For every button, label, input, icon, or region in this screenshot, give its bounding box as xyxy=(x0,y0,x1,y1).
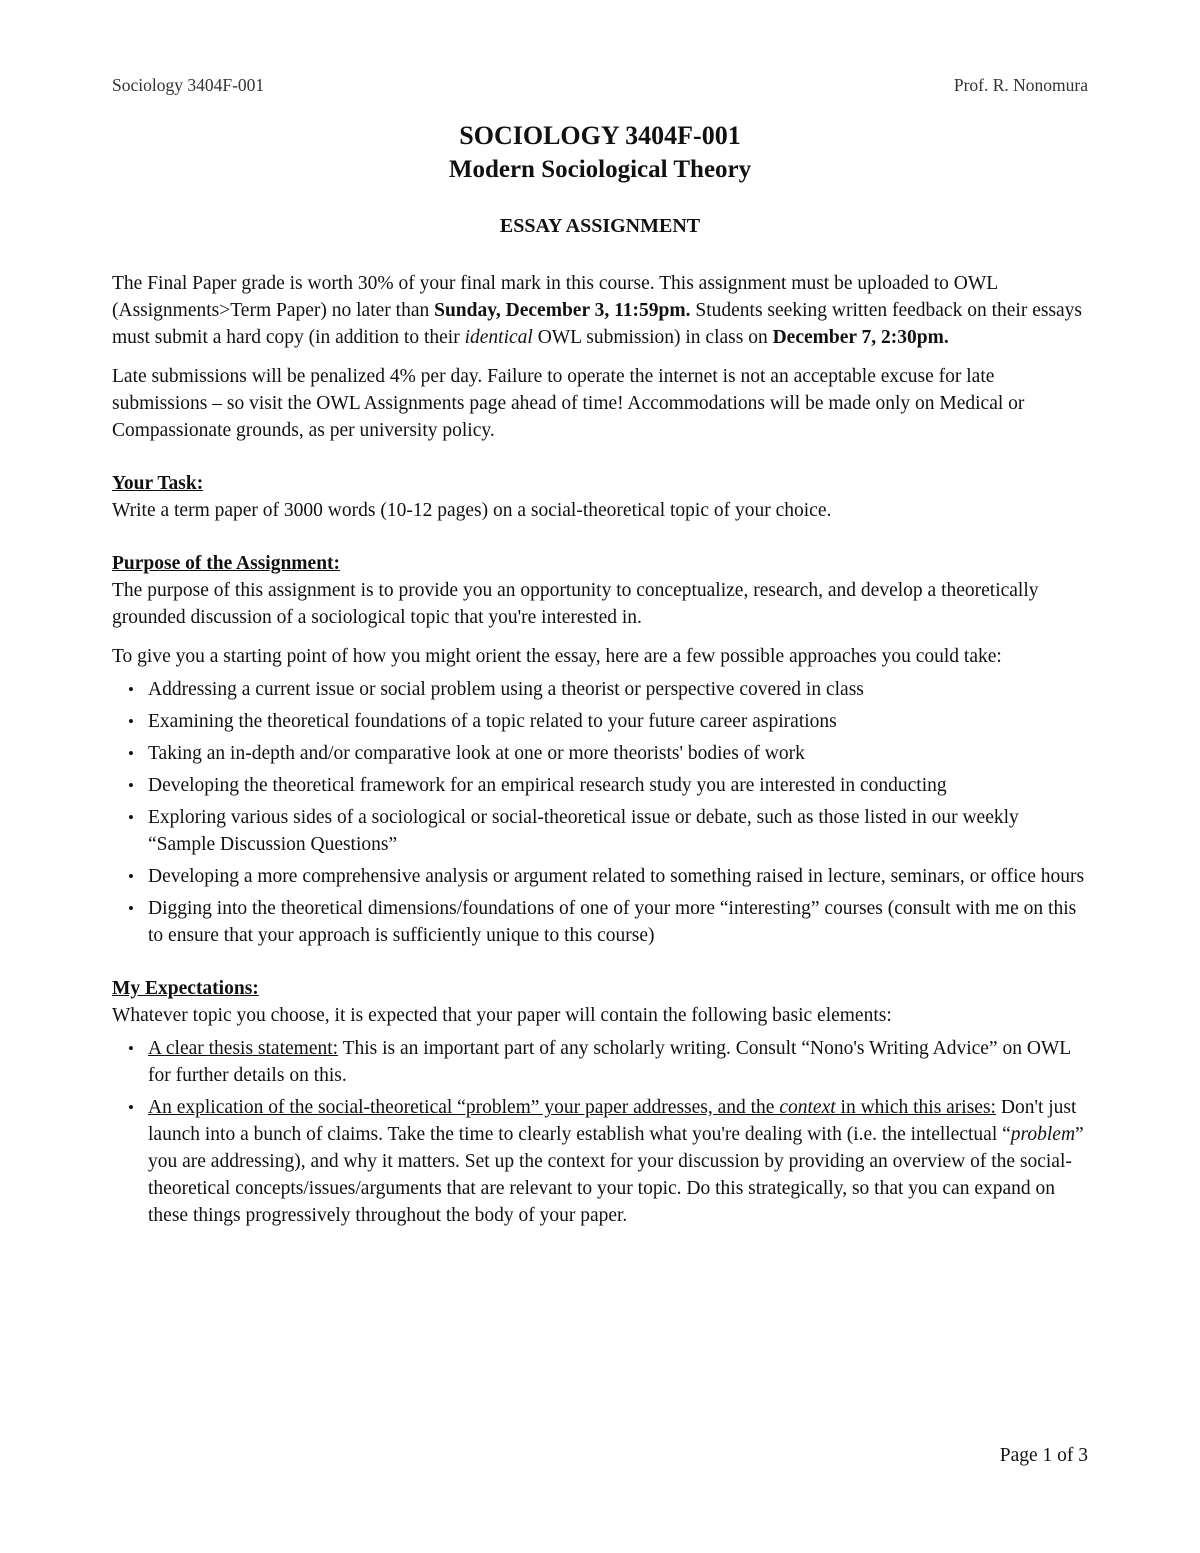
expectations-intro: Whatever topic you choose, it is expected that your paper will contain the following basic elements: xyxy=(112,1005,892,1026)
assignment-label: ESSAY ASSIGNMENT xyxy=(499,215,701,237)
task-text: Write a term paper of 3000 words (10-12 pages) on a social-theoretical topic of your choice. xyxy=(112,500,832,521)
page-number: Page 1 of 3 xyxy=(999,1445,1088,1466)
list-item: • Examining the theoretical foundations of a topic related to your future career aspirations xyxy=(148,708,1088,735)
list-item: • An explication of the social-theoretical “problem” your paper addresses, and the context in which this arises: Don't just launch into a bunch of claims. Take the time to clearly establish what you're dealing with (i.e. the intellectual “problem” you are addressing), and why it matters. Set up the context for your discussion by providing an overview of the social-theoretical concepts/issues/arguments that are relevant to your topic. Do this strategically, so that you can expand on these things progressively throughout the body of your paper. xyxy=(148,1094,1088,1229)
course-subtitle: Modern Sociological Theory xyxy=(448,156,752,183)
professor-header: Prof. R. Nonomura xyxy=(953,75,1088,95)
course-title: SOCIOLOGY 3404F-001 xyxy=(459,121,741,150)
approaches-list xyxy=(112,676,1088,949)
purpose-heading: Purpose of the Assignment: xyxy=(112,553,341,574)
list-item: • Taking an in-depth and/or comparative look at one or more theorists' bodies of work xyxy=(148,740,1088,767)
purpose-paragraph-1: The purpose of this assignment is to provide you an opportunity to conceptualize, research, and develop a theoretically grounded discussion of a sociological topic that you're interested in. xyxy=(112,580,1039,628)
list-item: • A clear thesis statement: This is an important part of any scholarly writing. Consult “Nono's Writing Advice” on OWL for further details on this. xyxy=(148,1035,1088,1089)
course-code-header: Sociology 3404F-001 xyxy=(112,75,265,95)
running-header xyxy=(112,72,1088,99)
thesis-label: A clear thesis statement: xyxy=(148,1038,339,1059)
expectations-list xyxy=(112,1035,1088,1229)
list-item: • Exploring various sides of a sociological or social-theoretical issue or debate, such as those listed in our weekly “Sample Discussion Questions” xyxy=(148,804,1088,858)
problem-label: An explication of the social-theoretical “problem” your paper addresses, and the context in which this arises: xyxy=(148,1097,996,1118)
expectations-heading: My Expectations: xyxy=(112,978,259,999)
list-item: • Digging into the theoretical dimensions/foundations of one of your more “interesting” courses (consult with me on this to ensure that your approach is sufficiently unique to this course) xyxy=(148,895,1088,949)
task-heading: Your Task: xyxy=(112,473,204,494)
title-block xyxy=(112,119,1088,187)
deadline-online: Sunday, December 3, 11:59pm. xyxy=(434,300,691,321)
intro-paragraph-2: Late submissions will be penalized 4% per day. Failure to operate the internet is not an acceptable excuse for late submissions – so visit the OWL Assignments page ahead of time! Accommodations will be made only on Medical or Compassionate grounds, as per university policy. xyxy=(112,366,1025,441)
list-item: • Developing the theoretical framework for an empirical research study you are interested in conducting xyxy=(148,772,1088,799)
list-item: • Addressing a current issue or social problem using a theorist or perspective covered in class xyxy=(148,676,1088,703)
purpose-paragraph-2: To give you a starting point of how you might orient the essay, here are a few possible approaches you could take: xyxy=(112,646,1002,667)
intro-paragraph-1: The Final Paper grade is worth 30% of your final mark in this course. This assignment must be uploaded to OWL (Assignments>Term Paper) no later than Sunday, December 3, 11:59pm. Students seeking written feedback on their essays must submit a hard copy (in addition to their identical OWL submission) in class on December 7, 2:30pm. xyxy=(112,273,1083,348)
deadline-hardcopy: December 7, 2:30pm. xyxy=(772,327,949,348)
list-item: • Developing a more comprehensive analysis or argument related to something raised in lecture, seminars, or office hours xyxy=(148,863,1088,890)
